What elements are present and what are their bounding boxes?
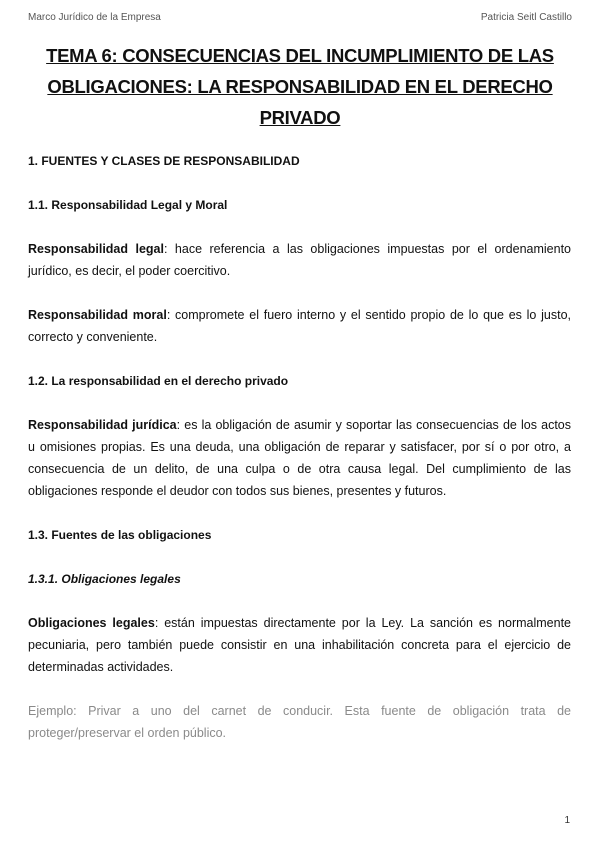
subsection-heading-1-3: 1.3. Fuentes de las obligaciones	[28, 528, 212, 542]
paragraph-obligaciones-legales	[28, 612, 571, 678]
definition-juridica: : es la obligación de asumir y soportar las consecuencias de los actos u omisiones propias. Es una deuda, una obligación de reparar y satisfacer, por sí o por otro, a consecuencia de un delito, de una culpa o de otra causa legal. Del cumplimiento de las obligaciones responde el deudor con todos sus bienes, presentes y futuros.	[28, 418, 571, 498]
term-responsabilidad-juridica: Responsabilidad jurídica	[28, 418, 177, 432]
paragraph-moral	[28, 304, 571, 348]
page-number: 1	[564, 815, 570, 826]
definition-obligaciones-legales: : están impuestas directamente por la Ley. La sanción es normalmente pecuniaria, pero también puede consistir en una inhabilitación concreta para el ejercicio de determinadas actividades.	[28, 616, 571, 674]
paragraph-legal	[28, 238, 571, 282]
section-heading-1: 1. FUENTES Y CLASES DE RESPONSABILIDAD	[28, 154, 300, 168]
subsection-heading-1-2: 1.2. La responsabilidad en el derecho privado	[28, 374, 289, 388]
definition-legal: : hace referencia a las obligaciones impuestas por el ordenamiento jurídico, es decir, el poder coercitivo.	[28, 242, 571, 278]
document-body	[28, 150, 571, 766]
term-responsabilidad-legal: Responsabilidad legal	[28, 242, 164, 256]
term-responsabilidad-moral: Responsabilidad moral	[28, 308, 167, 322]
subsection-heading-1-1: 1.1. Responsabilidad Legal y Moral	[28, 198, 228, 212]
paragraph-juridica	[28, 414, 571, 502]
document-header-author: Patricia Seitl Castillo	[480, 12, 572, 23]
document-header-course: Marco Jurídico de la Empresa	[28, 12, 161, 23]
term-obligaciones-legales: Obligaciones legales	[28, 616, 155, 630]
example-paragraph: Ejemplo: Privar a uno del carnet de conducir. Esta fuente de obligación trata de proteger/preservar el orden público.	[28, 704, 571, 740]
definition-moral: : compromete el fuero interno y el sentido propio de lo que es lo justo, correcto y conveniente.	[28, 308, 571, 344]
page-title: TEMA 6: CONSECUENCIAS DEL INCUMPLIMIENTO DE LAS OBLIGACIONES: LA RESPONSABILIDAD EN EL DERECHO PRIVADO	[46, 45, 554, 128]
subsection-heading-1-3-1: 1.3.1. Obligaciones legales	[28, 572, 181, 586]
